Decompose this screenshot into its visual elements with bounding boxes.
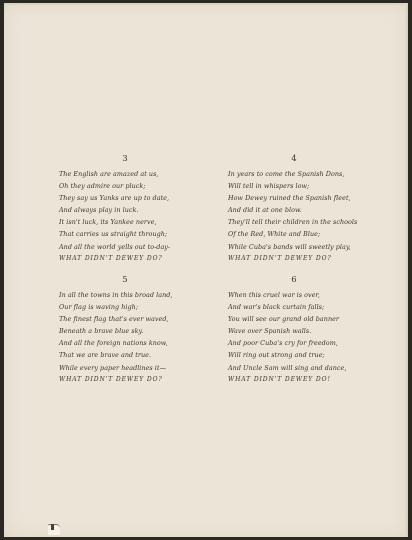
verse-line: That we are brave and true. <box>59 351 152 360</box>
verse-line: The English are amazed at us, <box>59 170 159 178</box>
stanza-3 <box>59 153 219 265</box>
page-top-edge <box>4 3 408 5</box>
verse-line: And all the foreign nations know, <box>59 339 168 348</box>
refrain-line: WHAT DIDN'T DEWEY DO! <box>228 375 331 383</box>
verse-line: Of the Red, White and Blue; <box>228 230 321 239</box>
refrain-line: WHAT DIDN'T DEWEY DO? <box>228 254 332 262</box>
stanza-number: 6 <box>291 275 297 285</box>
stanza-6 <box>228 274 388 386</box>
sheet-music-page <box>4 3 408 537</box>
verse-line: That carries us straight through; <box>59 230 168 239</box>
refrain-line: WHAT DIDN'T DEWEY DO? <box>59 254 163 262</box>
verse-line: Beneath a brave blue sky. <box>59 327 144 336</box>
page-right-edge <box>405 3 408 537</box>
verse-line: Our flag is waving high; <box>59 303 139 312</box>
verse-line: Will ring out strong and true; <box>228 351 325 360</box>
verse-line: And Uncle Sam will sing and dance, <box>228 363 347 372</box>
verse-line: And war's black curtain falls; <box>228 303 325 312</box>
verse-line: The finest flag that's ever waved, <box>59 315 169 324</box>
stanza-number: 3 <box>122 154 128 164</box>
verse-line: They say us Yanks are up to date, <box>59 194 170 203</box>
verse-line: In all the towns in this broad land, <box>59 291 173 299</box>
paper-tear-mark <box>48 524 60 535</box>
verse-line: It isn't luck, its Yankee nerve, <box>59 218 157 227</box>
verse-line: While Cuba's bands will sweetly play, <box>228 242 351 251</box>
stanza-5 <box>59 274 219 386</box>
stanza-4 <box>228 153 388 265</box>
verse-line: Will tell in whispers low; <box>228 182 310 191</box>
verse-line: When this cruel war is over, <box>228 291 321 299</box>
stanza-number: 4 <box>291 154 297 164</box>
refrain-line: WHAT DIDN'T DEWEY DO? <box>59 375 163 383</box>
verse-line: And did it at one blow. <box>228 206 302 215</box>
verse-line: You will see our grand old banner <box>228 315 340 324</box>
verse-line: Oh they admire our pluck; <box>59 182 146 191</box>
verse-line: And always play in luck. <box>59 206 139 215</box>
verse-line: While every paper headlines it— <box>59 363 166 372</box>
verse-line: And poor Cuba's cry for freedom, <box>228 339 338 348</box>
verse-line: How Dewey ruined the Spanish fleet, <box>228 194 351 203</box>
verse-line: And all the world yells out to-day- <box>59 242 171 251</box>
stanza-number: 5 <box>122 275 128 285</box>
verse-line: They'll tell their children in the schools <box>228 218 358 227</box>
verse-line: In years to come the Spanish Dons, <box>228 170 345 178</box>
verse-line: Wave over Spanish walls. <box>228 327 312 336</box>
